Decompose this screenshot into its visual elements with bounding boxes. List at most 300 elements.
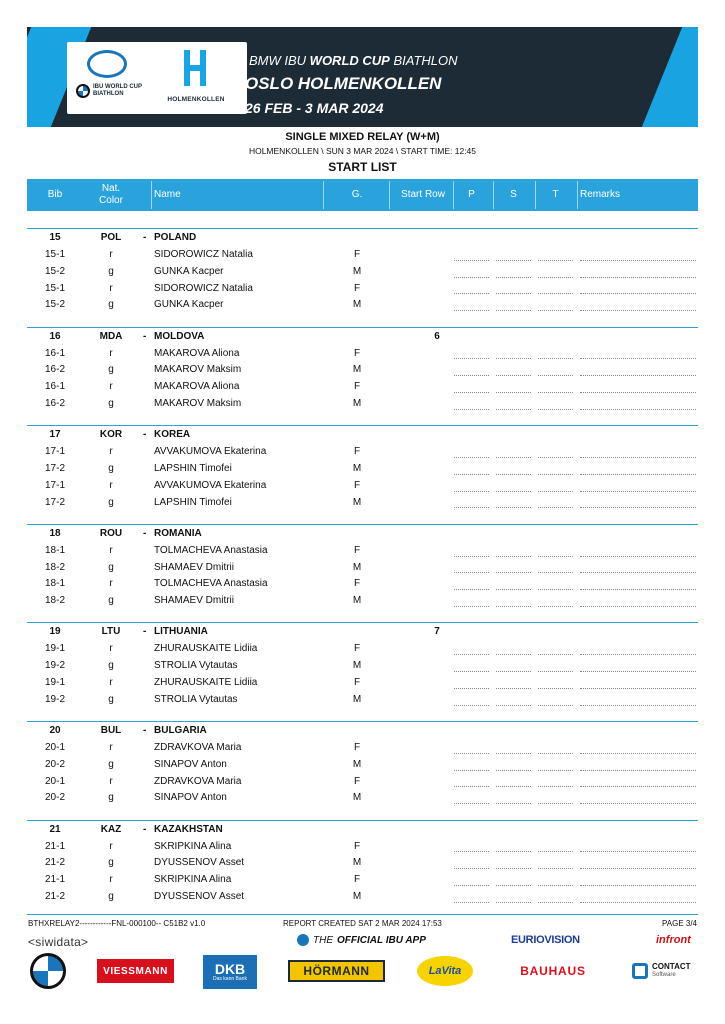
athlete-bib: 15-2 bbox=[44, 299, 65, 311]
remarks-blank bbox=[580, 556, 696, 557]
athlete-color: g bbox=[108, 660, 114, 672]
athlete-bib: 20-2 bbox=[44, 758, 65, 770]
athlete-row bbox=[27, 460, 698, 477]
start-list-table bbox=[27, 229, 698, 919]
penalty-blank bbox=[454, 491, 489, 492]
team-block bbox=[27, 229, 698, 328]
athlete-gender: M bbox=[352, 693, 362, 705]
team-block bbox=[27, 623, 698, 722]
athlete-gender: F bbox=[353, 578, 361, 590]
penalty-blank bbox=[454, 392, 489, 393]
athlete-gender: F bbox=[353, 249, 361, 260]
event-logo bbox=[67, 42, 247, 114]
shoot-blank bbox=[496, 277, 531, 278]
shoot-blank bbox=[496, 358, 531, 359]
athlete-gender: F bbox=[353, 676, 361, 688]
athlete-gender: M bbox=[352, 595, 362, 607]
ibu-app-icon bbox=[297, 934, 309, 946]
time-blank bbox=[538, 409, 573, 410]
team-dash: - bbox=[143, 429, 147, 441]
athlete-bib: 17-1 bbox=[44, 446, 65, 458]
athlete-color: r bbox=[109, 282, 113, 294]
time-blank bbox=[538, 556, 573, 557]
athlete-name: AVVAKUMOVA Ekaterina bbox=[154, 479, 267, 491]
remarks-blank bbox=[580, 310, 696, 311]
col-remarks: Remarks bbox=[580, 189, 621, 200]
team-nation: BUL bbox=[100, 724, 122, 736]
event-dates: 26 FEB - 3 MAR 2024 bbox=[245, 100, 384, 116]
time-blank bbox=[538, 885, 573, 886]
series-title-part2: BIATHLON bbox=[389, 53, 458, 68]
athlete-color: g bbox=[108, 299, 114, 311]
time-blank bbox=[538, 753, 573, 754]
athlete-color: g bbox=[108, 397, 114, 409]
athlete-name: STROLIA Vytautas bbox=[154, 660, 238, 672]
penalty-blank bbox=[454, 277, 489, 278]
col-g: G. bbox=[351, 189, 363, 200]
athlete-bib: 20-1 bbox=[44, 775, 65, 787]
remarks-blank bbox=[580, 457, 696, 458]
shoot-blank bbox=[496, 671, 531, 672]
athlete-name: MAKAROVA Aliona bbox=[154, 381, 240, 393]
series-title-part1: BMW IBU bbox=[249, 53, 310, 68]
shoot-blank bbox=[496, 556, 531, 557]
remarks-blank bbox=[580, 392, 696, 393]
athlete-name: MAKAROVA Aliona bbox=[154, 347, 240, 359]
team-name: ROMANIA bbox=[154, 527, 202, 539]
athlete-gender: F bbox=[353, 840, 361, 852]
time-blank bbox=[538, 358, 573, 359]
athlete-name: SHAMAEV Dmitrii bbox=[154, 561, 235, 573]
shoot-blank bbox=[496, 310, 531, 311]
team-row bbox=[27, 722, 698, 739]
time-blank bbox=[538, 671, 573, 672]
team-row bbox=[27, 229, 698, 246]
remarks-blank bbox=[580, 885, 696, 886]
athlete-bib: 20-2 bbox=[44, 792, 65, 804]
remarks-blank bbox=[580, 589, 696, 590]
athlete-gender: M bbox=[352, 299, 362, 311]
athlete-name: DYUSSENOV Asset bbox=[154, 890, 245, 902]
athlete-row bbox=[27, 263, 698, 280]
athlete-gender: M bbox=[352, 462, 362, 474]
remarks-blank bbox=[580, 705, 696, 706]
remarks-blank bbox=[580, 671, 696, 672]
team-bib: 17 bbox=[49, 429, 61, 441]
athlete-color: g bbox=[108, 693, 114, 705]
athlete-row bbox=[27, 345, 698, 362]
athlete-gender: M bbox=[352, 561, 362, 573]
penalty-blank bbox=[454, 803, 489, 804]
remarks-blank bbox=[580, 474, 696, 475]
team-dash: - bbox=[143, 724, 147, 736]
team-bib: 16 bbox=[49, 330, 61, 342]
penalty-blank bbox=[454, 375, 489, 376]
time-blank bbox=[538, 491, 573, 492]
penalty-blank bbox=[454, 507, 489, 508]
shoot-blank bbox=[496, 770, 531, 771]
time-blank bbox=[538, 705, 573, 706]
athlete-name: SINAPOV Anton bbox=[154, 792, 227, 804]
shoot-blank bbox=[496, 868, 531, 869]
list-title: START LIST bbox=[328, 160, 397, 174]
shoot-blank bbox=[496, 803, 531, 804]
athlete-row bbox=[27, 739, 698, 756]
athlete-color: r bbox=[109, 578, 113, 590]
athlete-gender: F bbox=[353, 381, 361, 393]
shoot-blank bbox=[496, 654, 531, 655]
athlete-row bbox=[27, 443, 698, 460]
athlete-gender: M bbox=[352, 397, 362, 409]
athlete-name: TOLMACHEVA Anastasia bbox=[154, 578, 268, 590]
athlete-color: r bbox=[109, 347, 113, 359]
time-blank bbox=[538, 786, 573, 787]
athlete-gender: M bbox=[352, 758, 362, 770]
shoot-blank bbox=[496, 606, 531, 607]
penalty-blank bbox=[454, 457, 489, 458]
remarks-blank bbox=[580, 688, 696, 689]
athlete-row bbox=[27, 871, 698, 888]
contact-sub: Software bbox=[652, 972, 676, 978]
athlete-gender: M bbox=[352, 890, 362, 902]
eurovision-logo: EURIOVISION bbox=[511, 934, 580, 946]
col-nat-color: Nat. Color bbox=[99, 183, 123, 206]
team-row bbox=[27, 426, 698, 443]
athlete-color: r bbox=[109, 840, 113, 852]
athlete-row bbox=[27, 838, 698, 855]
col-bib: Bib bbox=[47, 189, 63, 200]
athlete-name: AVVAKUMOVA Ekaterina bbox=[154, 446, 267, 458]
athlete-gender: M bbox=[352, 792, 362, 804]
team-bib: 19 bbox=[49, 626, 61, 638]
team-name: KOREA bbox=[154, 429, 191, 441]
team-dash: - bbox=[143, 527, 147, 539]
penalty-blank bbox=[454, 705, 489, 706]
shoot-blank bbox=[496, 260, 531, 261]
team-row bbox=[27, 821, 698, 838]
athlete-color: r bbox=[109, 249, 113, 260]
athlete-color: g bbox=[108, 265, 114, 277]
remarks-blank bbox=[580, 375, 696, 376]
race-subtitle: HOLMENKOLLEN \ SUN 3 MAR 2024 \ START TIME: 12:45 bbox=[248, 146, 477, 156]
penalty-blank bbox=[454, 556, 489, 557]
team-name: MOLDOVA bbox=[154, 330, 205, 342]
athlete-color: r bbox=[109, 741, 113, 753]
athlete-bib: 17-2 bbox=[44, 462, 65, 474]
lavita-logo: LaVita bbox=[417, 956, 473, 986]
athlete-row bbox=[27, 592, 698, 609]
holmenkollen-logo-text: HOLMENKOLLEN bbox=[167, 96, 225, 103]
team-name: LITHUANIA bbox=[154, 626, 208, 638]
athlete-color: r bbox=[109, 446, 113, 458]
athlete-bib: 16-1 bbox=[44, 347, 65, 359]
athlete-bib: 16-1 bbox=[44, 381, 65, 393]
athlete-color: g bbox=[108, 462, 114, 474]
team-nation: KAZ bbox=[100, 823, 122, 835]
athlete-name: GUNKA Kacper bbox=[154, 299, 224, 311]
athlete-bib: 18-1 bbox=[44, 578, 65, 590]
remarks-blank bbox=[580, 409, 696, 410]
athlete-color: g bbox=[108, 595, 114, 607]
infront-logo: infront bbox=[656, 934, 691, 946]
athlete-name: SINAPOV Anton bbox=[154, 758, 227, 770]
athlete-color: g bbox=[108, 561, 114, 573]
athlete-row bbox=[27, 542, 698, 559]
athlete-row bbox=[27, 361, 698, 378]
ibu-world-cup-logo bbox=[73, 48, 143, 108]
shoot-blank bbox=[496, 589, 531, 590]
athlete-name: MAKAROV Maksim bbox=[154, 364, 242, 376]
time-blank bbox=[538, 277, 573, 278]
athlete-row bbox=[27, 494, 698, 511]
athlete-bib: 21-2 bbox=[44, 890, 65, 902]
athlete-row bbox=[27, 888, 698, 905]
shoot-blank bbox=[496, 491, 531, 492]
athlete-color: g bbox=[108, 890, 114, 902]
athlete-color: g bbox=[108, 496, 114, 508]
athlete-bib: 21-2 bbox=[44, 857, 65, 869]
dkb-tagline: Das kann Bank bbox=[213, 976, 247, 982]
athlete-gender: F bbox=[353, 741, 361, 753]
penalty-blank bbox=[454, 589, 489, 590]
team-bib: 15 bbox=[49, 232, 61, 243]
col-p: P bbox=[468, 189, 475, 200]
team-nation: LTU bbox=[101, 626, 121, 638]
page-number: PAGE 3/4 bbox=[662, 919, 697, 928]
athlete-bib: 19-1 bbox=[44, 676, 65, 688]
contact-icon bbox=[632, 963, 648, 979]
athlete-gender: F bbox=[353, 874, 361, 886]
header-divider bbox=[323, 181, 324, 209]
header-divider bbox=[151, 181, 152, 209]
remarks-blank bbox=[580, 260, 696, 261]
header-divider bbox=[389, 181, 390, 209]
team-row bbox=[27, 328, 698, 345]
team-start-row: 7 bbox=[434, 626, 440, 638]
athlete-color: r bbox=[109, 544, 113, 556]
athlete-row bbox=[27, 575, 698, 592]
team-block bbox=[27, 426, 698, 525]
athlete-bib: 18-2 bbox=[44, 561, 65, 573]
team-row bbox=[27, 623, 698, 640]
athlete-name: MAKAROV Maksim bbox=[154, 397, 242, 409]
penalty-blank bbox=[454, 310, 489, 311]
shoot-blank bbox=[496, 885, 531, 886]
athlete-bib: 21-1 bbox=[44, 840, 65, 852]
team-bib: 20 bbox=[49, 724, 61, 736]
athlete-gender: F bbox=[353, 643, 361, 655]
athlete-name: SKRIPKINA Alina bbox=[154, 874, 232, 886]
app-text-bold: OFFICIAL IBU APP bbox=[337, 934, 426, 946]
penalty-blank bbox=[454, 572, 489, 573]
athlete-gender: M bbox=[352, 660, 362, 672]
athlete-gender: M bbox=[352, 496, 362, 508]
app-text-pre: THE bbox=[313, 934, 333, 946]
team-start-row: 6 bbox=[434, 330, 440, 342]
time-blank bbox=[538, 375, 573, 376]
ibu-ring-icon bbox=[87, 50, 127, 78]
table-header bbox=[27, 179, 698, 211]
athlete-bib: 18-1 bbox=[44, 544, 65, 556]
remarks-blank bbox=[580, 606, 696, 607]
penalty-blank bbox=[454, 885, 489, 886]
team-block bbox=[27, 821, 698, 920]
team-block bbox=[27, 328, 698, 427]
athlete-gender: M bbox=[352, 364, 362, 376]
holmenkollen-h-icon bbox=[181, 48, 209, 88]
athlete-bib: 15-1 bbox=[44, 249, 65, 260]
athlete-row bbox=[27, 395, 698, 412]
time-blank bbox=[538, 392, 573, 393]
remarks-blank bbox=[580, 507, 696, 508]
penalty-blank bbox=[454, 786, 489, 787]
time-blank bbox=[538, 572, 573, 573]
athlete-row bbox=[27, 789, 698, 806]
penalty-blank bbox=[454, 606, 489, 607]
athlete-color: r bbox=[109, 676, 113, 688]
time-blank bbox=[538, 902, 573, 903]
athlete-bib: 16-2 bbox=[44, 364, 65, 376]
athlete-row bbox=[27, 674, 698, 691]
athlete-bib: 16-2 bbox=[44, 397, 65, 409]
athlete-gender: F bbox=[353, 775, 361, 787]
col-name: Name bbox=[154, 189, 181, 200]
shoot-blank bbox=[496, 293, 531, 294]
athlete-bib: 19-2 bbox=[44, 660, 65, 672]
team-row bbox=[27, 525, 698, 542]
shoot-blank bbox=[496, 902, 531, 903]
shoot-blank bbox=[496, 375, 531, 376]
holmenkollen-logo bbox=[151, 44, 241, 112]
time-blank bbox=[538, 868, 573, 869]
athlete-name: STROLIA Vytautas bbox=[154, 693, 238, 705]
shoot-blank bbox=[496, 392, 531, 393]
athlete-name: GUNKA Kacper bbox=[154, 265, 224, 277]
athlete-color: g bbox=[108, 792, 114, 804]
athlete-gender: F bbox=[353, 544, 361, 556]
penalty-blank bbox=[454, 770, 489, 771]
header-divider bbox=[577, 181, 578, 209]
time-blank bbox=[538, 457, 573, 458]
athlete-gender: M bbox=[352, 857, 362, 869]
remarks-blank bbox=[580, 654, 696, 655]
athlete-name: LAPSHIN Timofei bbox=[154, 462, 232, 474]
athlete-name: SIDOROWICZ Natalia bbox=[154, 282, 253, 294]
time-blank bbox=[538, 654, 573, 655]
team-block bbox=[27, 722, 698, 821]
athlete-row bbox=[27, 296, 698, 313]
time-blank bbox=[538, 606, 573, 607]
athlete-row bbox=[27, 246, 698, 263]
header-divider bbox=[535, 181, 536, 209]
athlete-row bbox=[27, 280, 698, 297]
remarks-blank bbox=[580, 293, 696, 294]
official-app-banner bbox=[297, 934, 426, 946]
athlete-gender: F bbox=[353, 479, 361, 491]
athlete-name: DYUSSENOV Asset bbox=[154, 857, 245, 869]
athlete-bib: 21-1 bbox=[44, 874, 65, 886]
remarks-blank bbox=[580, 572, 696, 573]
time-blank bbox=[538, 770, 573, 771]
contact-software-logo bbox=[632, 959, 700, 983]
team-dash: - bbox=[143, 626, 147, 638]
dkb-name: DKB bbox=[214, 961, 246, 977]
penalty-blank bbox=[454, 902, 489, 903]
penalty-blank bbox=[454, 260, 489, 261]
athlete-name: SIDOROWICZ Natalia bbox=[154, 249, 253, 260]
athlete-bib: 15-2 bbox=[44, 265, 65, 277]
bmw-logo-icon bbox=[30, 953, 66, 989]
venue-title: OSLO HOLMENKOLLEN bbox=[245, 74, 442, 93]
athlete-color: g bbox=[108, 364, 114, 376]
team-nation: MDA bbox=[99, 330, 123, 342]
team-dash: - bbox=[143, 823, 147, 835]
penalty-blank bbox=[454, 409, 489, 410]
athlete-row bbox=[27, 691, 698, 708]
athlete-row bbox=[27, 657, 698, 674]
athlete-gender: F bbox=[353, 347, 361, 359]
footer-rule bbox=[27, 914, 698, 915]
athlete-row bbox=[27, 559, 698, 576]
series-title bbox=[249, 53, 458, 68]
remarks-blank bbox=[580, 770, 696, 771]
remarks-blank bbox=[580, 803, 696, 804]
penalty-blank bbox=[454, 688, 489, 689]
time-blank bbox=[538, 803, 573, 804]
header-divider bbox=[493, 181, 494, 209]
athlete-row bbox=[27, 773, 698, 790]
athlete-name: ZHURAUSKAITE Lidiia bbox=[154, 676, 258, 688]
report-code: BTHXRELAY2------------FNL-000100-- C51B2 v1.0 bbox=[28, 919, 206, 928]
athlete-bib: 20-1 bbox=[44, 741, 65, 753]
athlete-row bbox=[27, 378, 698, 395]
contact-name: CONTACT bbox=[652, 962, 691, 971]
race-title: SINGLE MIXED RELAY (W+M) bbox=[285, 131, 440, 143]
remarks-blank bbox=[580, 753, 696, 754]
team-nation: ROU bbox=[99, 527, 123, 539]
shoot-blank bbox=[496, 705, 531, 706]
athlete-color: r bbox=[109, 381, 113, 393]
athlete-color: g bbox=[108, 857, 114, 869]
team-dash: - bbox=[143, 232, 147, 243]
banner-stripe-right bbox=[630, 27, 698, 127]
shoot-blank bbox=[496, 688, 531, 689]
time-blank bbox=[538, 507, 573, 508]
report-created: REPORT CREATED SAT 2 MAR 2024 17:53 bbox=[283, 919, 442, 928]
penalty-blank bbox=[454, 293, 489, 294]
athlete-color: r bbox=[109, 775, 113, 787]
siwidata-logo: <siwidata> bbox=[28, 935, 89, 949]
remarks-blank bbox=[580, 851, 696, 852]
penalty-blank bbox=[454, 671, 489, 672]
athlete-row bbox=[27, 477, 698, 494]
athlete-name: ZDRAVKOVA Maria bbox=[154, 775, 242, 787]
shoot-blank bbox=[496, 786, 531, 787]
remarks-blank bbox=[580, 902, 696, 903]
team-nation: KOR bbox=[99, 429, 123, 441]
athlete-gender: M bbox=[352, 265, 362, 277]
col-t: T bbox=[552, 189, 559, 200]
time-blank bbox=[538, 310, 573, 311]
athlete-name: ZHURAUSKAITE Lidiia bbox=[154, 643, 258, 655]
team-block bbox=[27, 525, 698, 624]
shoot-blank bbox=[496, 753, 531, 754]
team-dash: - bbox=[143, 330, 147, 342]
shoot-blank bbox=[496, 474, 531, 475]
athlete-name: ZDRAVKOVA Maria bbox=[154, 741, 242, 753]
team-nation: POL bbox=[100, 232, 122, 243]
athlete-bib: 17-2 bbox=[44, 496, 65, 508]
